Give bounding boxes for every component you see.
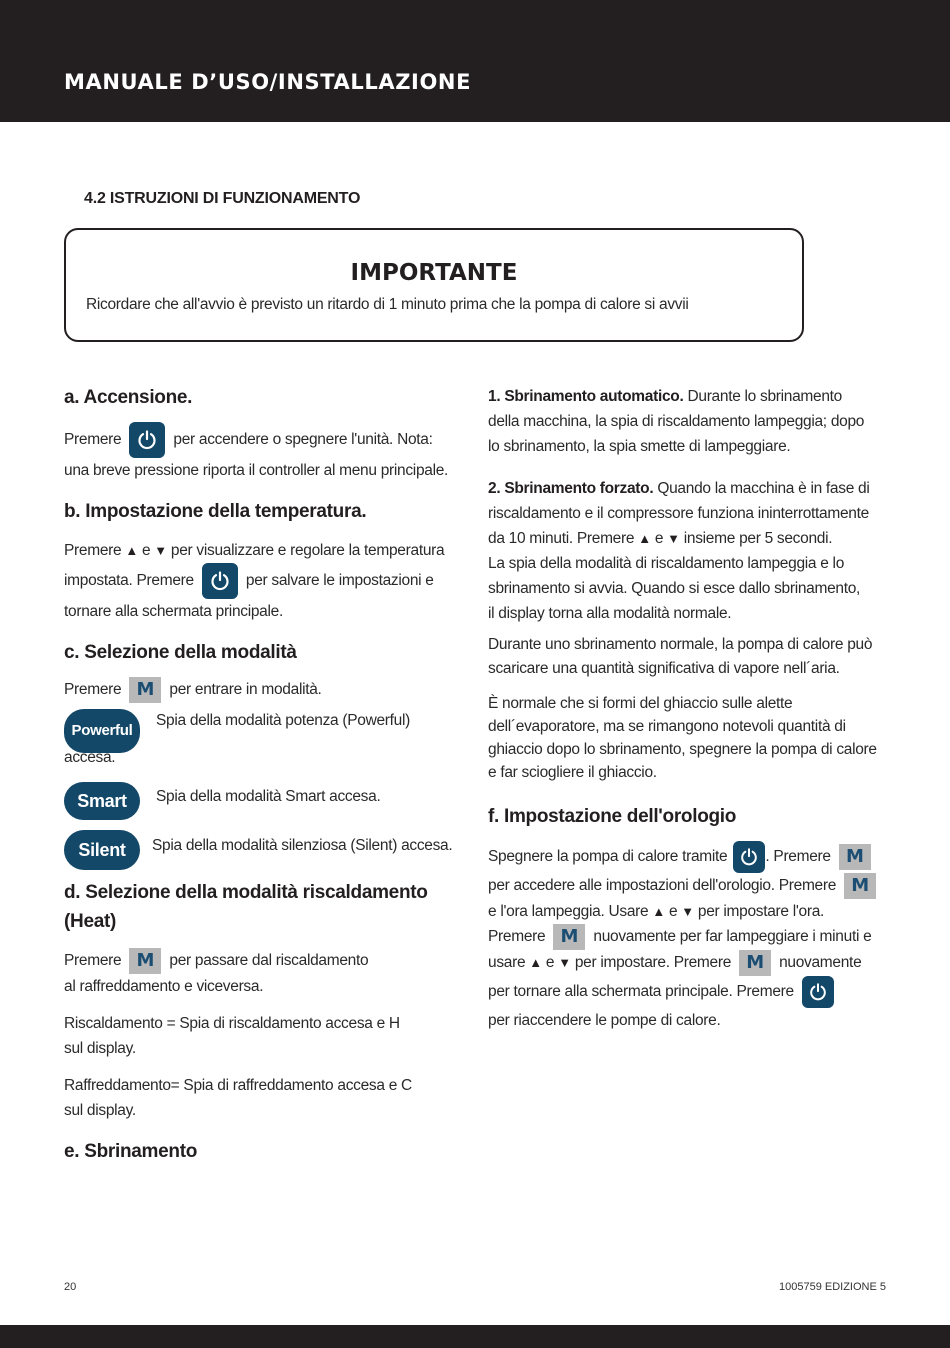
text: ghiaccio dopo lo sbrinamento, spegnere la pompa di calore (488, 741, 877, 758)
silent-badge: Silent (64, 830, 140, 870)
powerful-row (64, 709, 474, 778)
text: Riscaldamento = Spia di riscaldamento accesa e H (64, 1015, 400, 1032)
page-header (0, 0, 950, 122)
paragraph-b (64, 538, 474, 624)
text: e far sciogliere il ghiaccio. (488, 764, 657, 781)
text: per salvare le impostazioni e (245, 572, 434, 590)
text: il display torna alla modalità normale. (488, 605, 732, 622)
text: Premere (64, 542, 122, 559)
text: Spia della modalità silenziosa (Silent) accesa. (152, 837, 453, 855)
text: nuovamente per far lampeggiare i minuti e (593, 928, 872, 946)
text: d. Selezione della modalità riscaldamento (64, 882, 428, 903)
text: sbrinamento si avvia. Quando si esce dallo sbrinamento, (488, 580, 861, 597)
text: sul display. (64, 1102, 136, 1119)
text: Durante uno sbrinamento normale, la pompa di calore può (488, 636, 873, 653)
heading-a: a. Accensione. (64, 387, 193, 408)
text: e l'ora lampeggia. Usare (488, 903, 649, 920)
text: lo sbrinamento, la spia smette di lampeggiare. (488, 438, 791, 455)
text: 1. Sbrinamento automatico. (488, 388, 684, 405)
paragraph-normal-defrost (488, 633, 888, 681)
up-arrow-icon: ▲ (529, 955, 542, 971)
text: 2. Sbrinamento forzato. (488, 480, 654, 497)
mode-button-icon: M (553, 924, 585, 950)
text: per visualizzare e regolare la temperatura (170, 542, 445, 559)
text: per passare dal riscaldamento (169, 952, 369, 970)
text: (Heat) (64, 911, 117, 932)
text: Premere (488, 928, 546, 946)
important-text: Ricordare che all'avvio è previsto un ritardo di 1 minuto prima che la pompa di calore si avvii (86, 296, 689, 313)
power-icon (129, 422, 165, 458)
footer-bar (0, 1325, 950, 1348)
text: per accendere o spegnere l'unità. Nota: (173, 431, 433, 449)
text: È normale che si formi del ghiaccio sulle alette (488, 695, 793, 712)
important-box (64, 228, 804, 342)
text: accesa. (64, 749, 116, 766)
text: Premere (64, 952, 122, 970)
smart-row (64, 782, 474, 820)
text: per impostare l'ora. (697, 903, 825, 920)
text: della macchina, la spia di riscaldamento lampeggia; dopo (488, 413, 865, 430)
text: Premere (64, 681, 122, 699)
up-arrow-icon: ▲ (652, 904, 665, 919)
heading-c: c. Selezione della modalità (64, 642, 297, 663)
right-column (488, 384, 888, 1033)
text: Raffreddamento= Spia di raffreddamento accesa e C (64, 1077, 412, 1094)
text: per tornare alla schermata principale. Premere (488, 983, 794, 1001)
down-arrow-icon: ▼ (681, 904, 694, 919)
text: La spia della modalità di riscaldamento lampeggia e lo (488, 555, 845, 572)
text: per riaccendere le pompe di calore. (488, 1012, 721, 1029)
paragraph-ice (488, 692, 888, 784)
left-column (64, 383, 474, 1166)
paragraph-d (64, 948, 474, 999)
heading-b: b. Impostazione della temperatura. (64, 501, 367, 522)
text: e (141, 542, 151, 559)
paragraph-heat (64, 1011, 474, 1061)
paragraph-c (64, 677, 474, 703)
paragraph-cool (64, 1073, 474, 1123)
text: per impostare. Premere (574, 954, 732, 972)
text: Durante lo sbrinamento (683, 388, 842, 405)
paragraph-a (64, 422, 474, 483)
text: al raffreddamento e viceversa. (64, 978, 264, 995)
heading-f: f. Impostazione dell'orologio (488, 806, 737, 827)
text: Spia della modalità potenza (Powerful) (156, 712, 410, 730)
paragraph-clock (488, 841, 888, 1033)
mode-button-icon: M (129, 948, 161, 974)
powerful-badge: Powerful (64, 709, 140, 753)
mode-button-icon: M (739, 950, 771, 976)
down-arrow-icon: ▼ (558, 955, 571, 971)
text: e (545, 954, 555, 972)
heading-e: e. Sbrinamento (64, 1141, 198, 1162)
text: . Premere (765, 848, 831, 866)
text: Spia della modalità Smart accesa. (156, 788, 381, 806)
smart-badge: Smart (64, 782, 140, 820)
text: per entrare in modalità. (169, 681, 322, 699)
important-title: IMPORTANTE (350, 260, 518, 286)
up-arrow-icon: ▲ (638, 531, 651, 546)
text: scaricare una quantità significativa di vapore nell´aria. (488, 660, 840, 677)
text: una breve pressione riporta il controller al menu principale. (64, 462, 449, 479)
mode-button-icon: M (844, 873, 876, 899)
text: riscaldamento e il compressore funziona ininterrottamente (488, 505, 869, 522)
text: tornare alla schermata principale. (64, 603, 283, 620)
text: e (654, 530, 664, 547)
paragraph-forced-defrost (488, 476, 888, 626)
text: e (668, 903, 678, 920)
power-icon (202, 563, 238, 599)
heading-d (64, 878, 474, 936)
text: Spegnere la pompa di calore tramite (488, 848, 728, 866)
page-number: 20 (64, 1281, 77, 1293)
down-arrow-icon: ▼ (667, 531, 680, 546)
text: Premere (64, 431, 122, 449)
text: insieme per 5 secondi. (683, 530, 833, 547)
text: da 10 minuti. Premere (488, 530, 635, 547)
text: sul display. (64, 1040, 136, 1057)
text: nuovamente (779, 954, 862, 972)
mode-button-icon: M (839, 844, 871, 870)
down-arrow-icon: ▼ (154, 543, 167, 558)
paragraph-auto-defrost (488, 384, 888, 459)
edition-label: 1005759 EDIZIONE 5 (778, 1281, 886, 1293)
text: impostata. Premere (64, 572, 194, 590)
manual-title: MANUALE D’USO/INSTALLAZIONE (64, 70, 472, 94)
text: dell´evaporatore, ma se rimangono notevoli quantità di (488, 718, 846, 735)
power-icon (802, 976, 834, 1008)
text: usare (488, 954, 526, 972)
up-arrow-icon: ▲ (125, 543, 138, 558)
mode-button-icon: M (129, 677, 161, 703)
section-title: 4.2 ISTRUZIONI DI FUNZIONAMENTO (84, 190, 361, 207)
text: Quando la macchina è in fase di (653, 480, 870, 497)
silent-row (64, 830, 474, 870)
power-icon (733, 841, 765, 873)
text: per accedere alle impostazioni dell'orologio. Premere (488, 877, 837, 895)
